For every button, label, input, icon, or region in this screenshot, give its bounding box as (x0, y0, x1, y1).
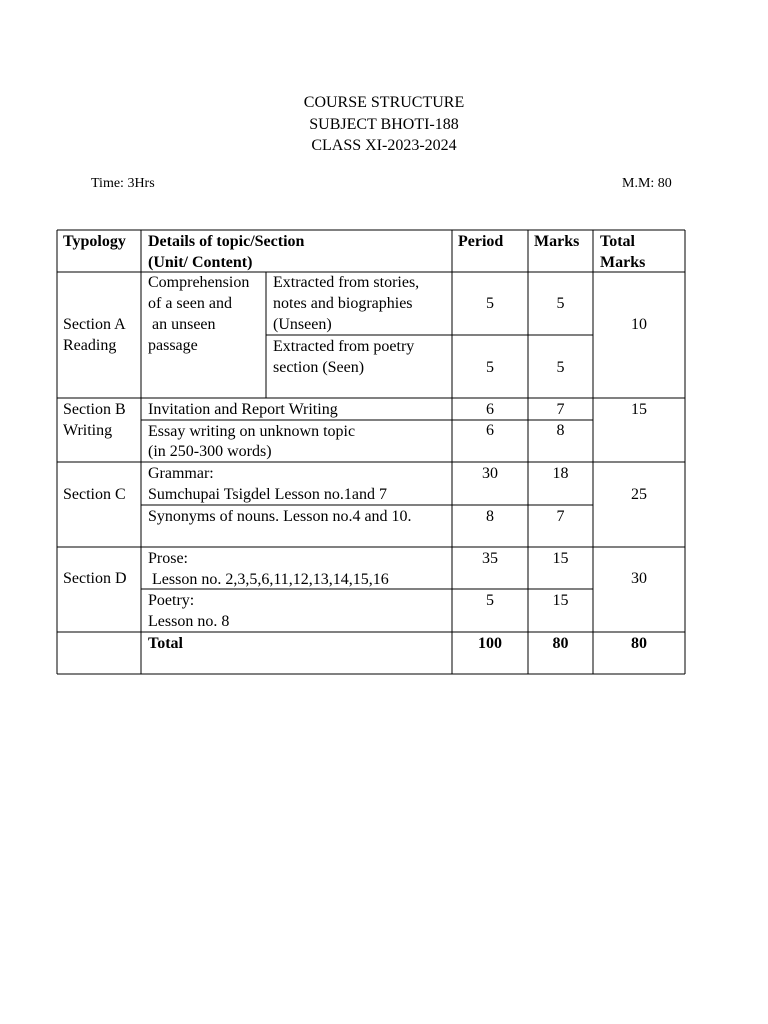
section-c-row1-marks: 18 (552, 465, 569, 482)
section-a-name: Section A (63, 316, 126, 333)
col-header-typology: Typology (63, 233, 126, 250)
section-b-row2-text: (in 250-300 words) (148, 443, 272, 460)
col-header-total: Total (600, 233, 635, 250)
section-d-row1-marks: 15 (552, 550, 569, 567)
section-a-topic: an unseen (148, 316, 216, 333)
section-b-row2-text: Essay writing on unknown topic (148, 423, 356, 440)
col-header-marks: Marks (534, 233, 580, 250)
section-a-topic: passage (148, 337, 198, 354)
section-a-sub1-text: notes and biographies (273, 295, 413, 312)
col-header-details-sub: (Unit/ Content) (148, 254, 253, 271)
time-label: Time: 3Hrs (91, 176, 155, 191)
section-c-row2-period: 8 (486, 508, 494, 525)
total-row-label: Total (148, 635, 183, 652)
section-a-sub1-period: 5 (486, 295, 494, 312)
section-c-row1-text: Grammar: (148, 465, 214, 482)
section-b-row2-period: 6 (486, 422, 494, 439)
section-a-sub1-marks: 5 (556, 295, 565, 312)
section-c-row1-text: Sumchupai Tsigdel Lesson no.1and 7 (148, 486, 388, 503)
section-b-total: 15 (631, 401, 647, 418)
section-d-row2-text: Lesson no. 8 (148, 613, 230, 630)
section-d-row1-period: 35 (482, 550, 498, 567)
section-d-row2-text: Poetry: (148, 592, 195, 609)
section-a-sub1-text: (Unseen) (273, 316, 332, 333)
section-a-total: 10 (631, 316, 647, 333)
col-header-total-sub: Marks (600, 254, 646, 271)
total-row-total: 80 (631, 635, 647, 652)
section-a-topic: of a seen and (148, 295, 232, 312)
section-b-row1-period: 6 (486, 401, 494, 418)
total-row-marks: 80 (552, 635, 569, 652)
section-b-row1-text: Invitation and Report Writing (148, 401, 338, 418)
section-c-name: Section C (63, 486, 126, 503)
section-b-row1-marks: 7 (556, 401, 565, 418)
section-a-sub2-period: 5 (486, 359, 494, 376)
section-d-total: 30 (631, 570, 647, 587)
col-header-period: Period (458, 233, 504, 250)
section-c-row2-marks: 7 (556, 508, 565, 525)
doc-subject: SUBJECT BHOTI-188 (309, 116, 459, 133)
total-row-period: 100 (478, 635, 502, 652)
section-b-name: Section B (63, 401, 126, 418)
section-c-total: 25 (631, 486, 647, 503)
max-marks-label: M.M: 80 (622, 176, 672, 191)
section-a-sub2-marks: 5 (556, 359, 565, 376)
section-b-row2-marks: 8 (556, 422, 565, 439)
section-b-category: Writing (63, 422, 113, 439)
section-d-row2-marks: 15 (552, 592, 569, 609)
doc-class: CLASS XI-2023-2024 (311, 137, 457, 154)
col-header-details: Details of topic/Section (148, 233, 305, 250)
section-d-row2-period: 5 (486, 592, 494, 609)
section-d-name: Section D (63, 570, 127, 587)
section-a-sub2-text: Extracted from poetry (273, 338, 415, 355)
section-a-topic: Comprehension (148, 274, 250, 291)
section-a-sub2-text: section (Seen) (273, 359, 365, 376)
section-a-sub1-text: Extracted from stories, (273, 274, 420, 291)
doc-title: COURSE STRUCTURE (303, 94, 465, 111)
section-d-row1-text: Prose: (148, 550, 188, 567)
section-a-category: Reading (63, 337, 117, 354)
section-c-row1-period: 30 (482, 465, 498, 482)
section-c-row2-text: Synonyms of nouns. Lesson no.4 and 10. (148, 508, 412, 525)
section-d-row1-text: Lesson no. 2,3,5,6,11,12,13,14,15,16 (148, 571, 389, 588)
